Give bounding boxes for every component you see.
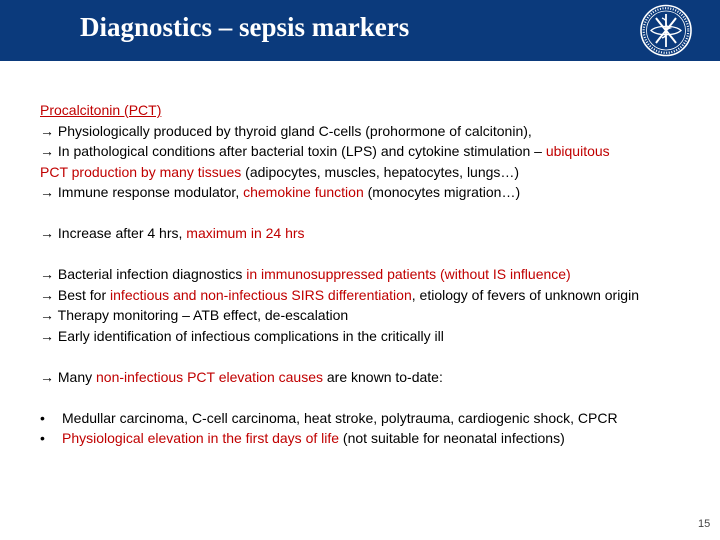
- university-seal-icon: [637, 3, 695, 58]
- pct-early-id-line: [40, 326, 690, 347]
- pct-tissues-text: (adipocytes, muscles, hepatocytes, lungs…): [241, 163, 520, 180]
- pct-maximum-text: maximum in 24 hrs: [186, 225, 305, 241]
- bullet-icon: •: [40, 430, 45, 446]
- pct-ubiquitous-text: ubiquitous: [545, 143, 610, 159]
- pct-best-for-text: → Best for: [40, 286, 111, 303]
- list-item: [40, 428, 690, 449]
- pct-immunosuppressed-text: in immunosuppressed patients (without IS influence): [246, 266, 571, 282]
- pct-pathology-line: [40, 141, 690, 162]
- spacer: [40, 244, 690, 265]
- pct-early-id-text: → Early identification of infectious complications in the critically ill: [40, 327, 444, 344]
- pct-therapy-line: [40, 305, 690, 326]
- pct-tissues-highlight: PCT production by many tissues: [40, 163, 242, 180]
- pct-therapy-text: → Therapy monitoring – ATB effect, de-escalation: [40, 307, 349, 323]
- pct-sirs-line: [40, 285, 690, 306]
- list-item: [40, 408, 690, 429]
- pct-tissues-line: [40, 162, 690, 183]
- pct-increase-text: → Increase after 4 hrs,: [40, 225, 187, 241]
- pct-fevers-text: , etiology of fevers of unknown origin: [411, 286, 639, 303]
- pct-physiology-text: → Physiologically produced by thyroid gland C-cells (prohormone of calcitonin),: [40, 122, 532, 139]
- neonatal-text: (not suitable for neonatal infections): [339, 430, 565, 446]
- pct-heading: [40, 100, 690, 121]
- spacer: [40, 387, 690, 408]
- causes-text: Medullar carcinoma, C-cell carcinoma, heat stroke, polytrauma, cardiogenic shock, CPCR: [62, 409, 618, 426]
- pct-diagnostics-text: → Bacterial infection diagnostics: [40, 266, 247, 282]
- pct-sirs-text: infectious and non-infectious SIRS differentiation: [110, 286, 412, 303]
- bullet-icon: •: [40, 409, 45, 426]
- pct-heading-text: Procalcitonin (PCT): [40, 102, 162, 118]
- pct-immune-line: [40, 182, 690, 203]
- pct-monocytes-text: (monocytes migration…): [363, 184, 521, 200]
- physiological-elevation-text: Physiological elevation in the first days of life: [62, 430, 340, 446]
- pct-noninfectious-line: [40, 367, 690, 388]
- pct-chemokine-text: chemokine function: [243, 184, 364, 200]
- pct-immune-text: → Immune response modulator,: [40, 184, 244, 200]
- slide-body: [40, 100, 690, 449]
- slide-header: [0, 0, 720, 61]
- spacer: [40, 346, 690, 367]
- pct-many-text: → Many: [40, 368, 97, 385]
- page-number: 15: [698, 518, 711, 530]
- pct-known-text: are known to-date:: [323, 368, 443, 385]
- pct-diagnostics-line: [40, 264, 690, 285]
- spacer: [40, 203, 690, 224]
- slide-title: Diagnostics – sepsis markers: [80, 12, 410, 42]
- pct-increase-line: [40, 223, 690, 244]
- pct-pathology-text: → In pathological conditions after bacterial toxin (LPS) and cytokine stimulation –: [40, 143, 546, 159]
- pct-noninfectious-text: non-infectious PCT elevation causes: [96, 368, 323, 385]
- pct-physiology-line: [40, 121, 690, 142]
